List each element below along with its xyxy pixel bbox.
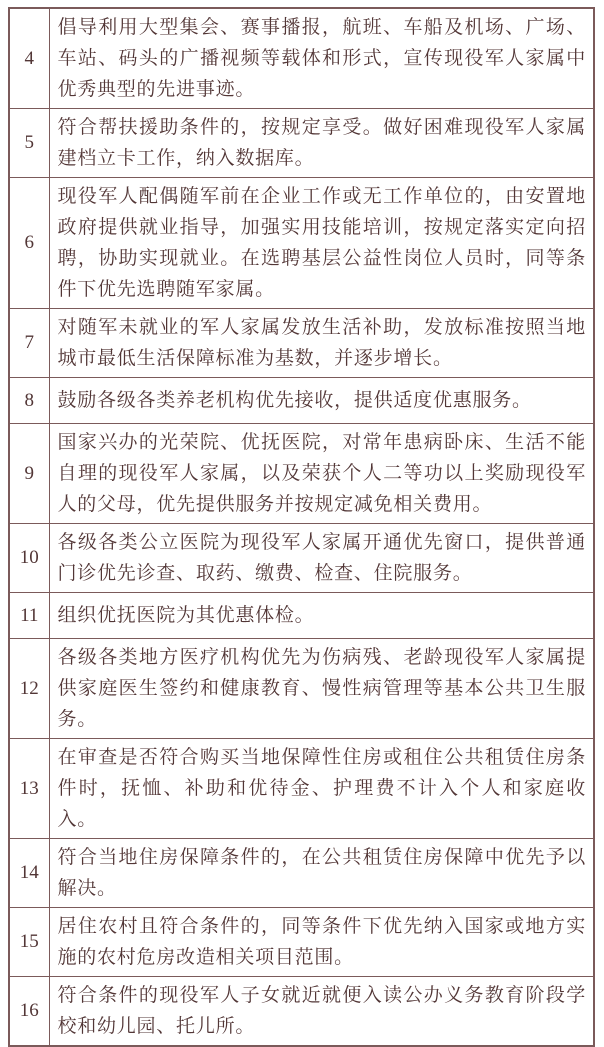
table-row — [9, 8, 594, 109]
row-number: 6 — [9, 178, 49, 309]
row-number: 16 — [9, 977, 49, 1047]
row-number: 11 — [9, 593, 49, 639]
row-text: 符合条件的现役军人子女就近就便入读公办义务教育阶段学校和幼儿园、托儿所。 — [49, 977, 594, 1047]
table-row — [9, 739, 594, 839]
row-number: 4 — [9, 8, 49, 109]
row-text: 各级各类地方医疗机构优先为伤病残、老龄现役军人家属提供家庭医生签约和健康教育、慢性病管理等基本公共卫生服务。 — [49, 639, 594, 739]
table-row — [9, 309, 594, 378]
table-row — [9, 109, 594, 178]
row-number: 9 — [9, 424, 49, 524]
row-text: 居住农村且符合条件的，同等条件下优先纳入国家或地方实施的农村危房改造相关项目范围。 — [49, 908, 594, 977]
table-row — [9, 977, 594, 1047]
row-text: 对随军未就业的军人家属发放生活补助，发放标准按照当地城市最低生活保障标准为基数，并逐步增长。 — [49, 309, 594, 378]
row-text: 鼓励各级各类养老机构优先接收，提供适度优惠服务。 — [49, 378, 594, 424]
row-number: 5 — [9, 109, 49, 178]
row-number: 12 — [9, 639, 49, 739]
table-row — [9, 593, 594, 639]
row-text: 国家兴办的光荣院、优抚医院，对常年患病卧床、生活不能自理的现役军人家属，以及荣获个人二等功以上奖励现役军人的父母，优先提供服务并按规定减免相关费用。 — [49, 424, 594, 524]
table-row — [9, 178, 594, 309]
row-text: 在审查是否符合购买当地保障性住房或租住公共租赁住房条件时，抚恤、补助和优待金、护理费不计入个人和家庭收入。 — [49, 739, 594, 839]
row-number: 10 — [9, 524, 49, 593]
row-text: 各级各类公立医院为现役军人家属开通优先窗口，提供普通门诊优先诊查、取药、缴费、检查、住院服务。 — [49, 524, 594, 593]
row-number: 15 — [9, 908, 49, 977]
table-row — [9, 378, 594, 424]
row-text: 符合当地住房保障条件的，在公共租赁住房保障中优先予以解决。 — [49, 839, 594, 908]
table-row — [9, 524, 594, 593]
row-number: 8 — [9, 378, 49, 424]
policy-table — [8, 7, 595, 1047]
table-row — [9, 424, 594, 524]
table-row — [9, 839, 594, 908]
row-text: 符合帮扶援助条件的，按规定享受。做好困难现役军人家属建档立卡工作，纳入数据库。 — [49, 109, 594, 178]
row-text: 现役军人配偶随军前在企业工作或无工作单位的，由安置地政府提供就业指导，加强实用技能培训，按规定落实定向招聘，协助实现就业。在选聘基层公益性岗位人员时，同等条件下优先选聘随军家属。 — [49, 178, 594, 309]
policy-table-body — [9, 8, 594, 1046]
row-number: 14 — [9, 839, 49, 908]
table-row — [9, 639, 594, 739]
row-text: 组织优抚医院为其优惠体检。 — [49, 593, 594, 639]
row-number: 7 — [9, 309, 49, 378]
row-number: 13 — [9, 739, 49, 839]
table-row — [9, 908, 594, 977]
row-text: 倡导利用大型集会、赛事播报，航班、车船及机场、广场、车站、码头的广播视频等载体和形式，宣传现役军人家属中优秀典型的先进事迹。 — [49, 8, 594, 109]
